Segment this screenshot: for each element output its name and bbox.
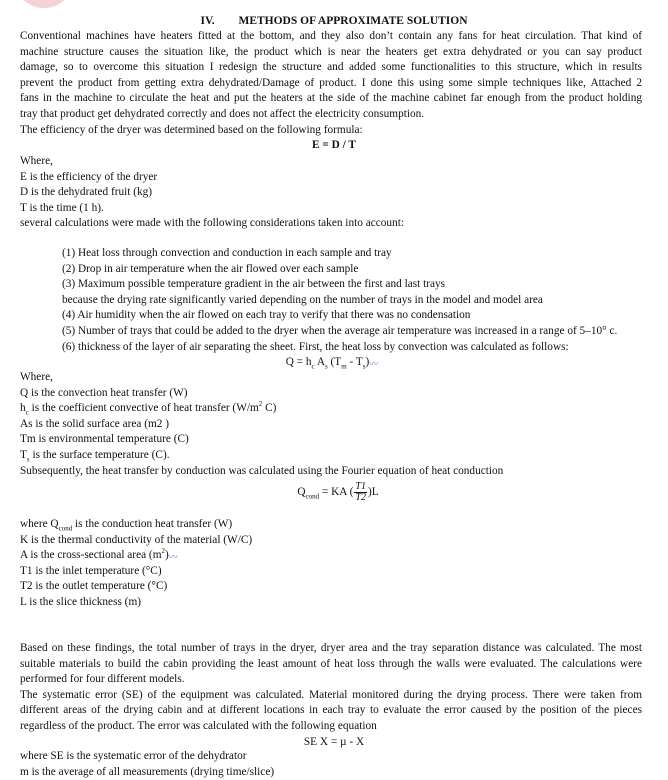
formula-convection: $Q = h_c$ $A_s$ $(T_m - T_s)$〰: [285, 356, 379, 371]
intro-paragraph: [20, 29, 642, 138]
text-line: different areas of the drying cabin and at different locations in each tray to evaluate the error caused by the position of the pieces: [20, 704, 642, 717]
formula-efficiency: E = D / T: [312, 139, 356, 151]
efficiency-variables: [20, 154, 642, 232]
variable-line: where SE is the systematic error of the dehydrator: [20, 750, 247, 762]
findings-paragraph: [20, 641, 642, 735]
spellcheck-squiggle-icon: 〰: [369, 359, 379, 369]
formula-conduction: $Q_{cond}$ = KA ( $\frac{T1}{T2}$ )L: [297, 480, 379, 503]
variable-line: D is the dehydrated fruit (kg): [20, 186, 153, 199]
text-line: fans in the machine to circulate the heat and put the heaters at the side of the machine cabinet far enough from the product holding: [20, 92, 642, 105]
text-line: damage, so to overcome this situation I redesign the structure and added some functionalities to this structure, which in results: [20, 61, 642, 74]
section-number: IV.: [200, 15, 215, 27]
text-line: tray that product get dehydrated correctly and does not affect the electricity consumption.: [20, 107, 425, 120]
list-item: (2) Drop in air temperature when the air flowed over each sample: [62, 262, 359, 275]
conduction-intro: Subsequently, the heat transfer by conduction was calculated using the Fourier equation of heat conduction: [20, 464, 504, 477]
variable-line: E is the efficiency of the dryer: [20, 170, 158, 183]
variable-line: K is the thermal conductivity of the material (W/C): [20, 533, 253, 546]
efficiency-intro: The efficiency of the dryer was determined based on the following formula:: [20, 123, 363, 136]
list-item: (5) Number of trays that could be added to the dryer when the average air temperature was increased in a range of 5–10° c.: [62, 324, 618, 337]
text-line: The systematic error (SE) of the equipment was calculated. Material monitored during the drying process. There were taken from: [20, 688, 642, 701]
journal-logo-fragment: [14, 0, 74, 8]
variable-line: A is the cross-sectional area $(m^2)$〰: [20, 547, 178, 563]
variable-line: T1 is the inlet temperature (°C): [20, 564, 162, 577]
section-title: METHODS OF APPROXIMATE SOLUTION: [238, 15, 468, 27]
list-item: (1) Heat loss through convection and conduction in each sample and tray: [62, 247, 392, 259]
text-line: Based on these findings, the total number of trays in the dryer, dryer area and the tray separation distance was calculated. The most: [20, 642, 642, 654]
variable-line: Q is the convection heat transfer (W): [20, 386, 188, 399]
variable-line: where $Q_{cond}$ is the conduction heat transfer (W): [20, 518, 233, 533]
fraction: $\frac{T1}{T2}$: [355, 480, 366, 503]
where-label: Where,: [20, 371, 53, 383]
variable-line: T2 is the outlet temperature (°C): [20, 580, 168, 593]
list-item: (4) Air humidity when the air flowed on each tray to verify that there was no condensation: [62, 309, 471, 322]
text-line: Conventional machines have heaters fitted at the bottom, and they also don’t contain any fans for heat circulation. That kind of: [20, 30, 642, 42]
variable-line: m is the average of all measurements (drying time/slice): [20, 765, 275, 778]
text-line: performed for four different models.: [20, 673, 185, 686]
text-line: regardless of the product. The error was calculated with the following equation: [20, 719, 377, 732]
formula-se: SE X = µ - X: [303, 736, 365, 748]
spellcheck-squiggle-icon: 〰: [168, 552, 178, 563]
list-item: (6) thickness of the layer of air separating the sheet. First, the heat loss by convection was calculated as follows:: [62, 340, 569, 353]
considerations-list: [62, 246, 662, 355]
variable-line: L is the slice thickness (m): [20, 595, 141, 608]
text-line: prevent the product from getting extra dehydrated/Damage of product. I done this using some simple techniques like, Attached 2: [20, 76, 642, 89]
variable-line: Tm is environmental temperature (C): [20, 433, 189, 446]
text-line: machine structure causes the situation like, the product which is near the heaters get extra dehydrated or you can say product: [20, 45, 642, 58]
calc-intro: several calculations were made with the following considerations taken into account:: [20, 217, 404, 230]
where-label: Where,: [20, 155, 53, 167]
text-line: suitable materials to build the cabin providing the least amount of heat loss through the walls were evaluated. The calculations were: [20, 657, 642, 670]
variable-line: As is the solid surface area (m2 ): [20, 417, 170, 430]
list-item: because the drying rate significantly varied depending on the number of trays in the model and model area: [62, 293, 543, 306]
conduction-variables: [20, 517, 642, 611]
se-variables: [20, 749, 642, 780]
section-heading: [0, 14, 668, 30]
list-item: (3) Maximum possible temperature gradient in the air between the first and last trays: [62, 278, 446, 291]
variable-line: T is the time (1 h).: [20, 201, 104, 214]
variable-line: $T_s$ is the surface temperature (C).: [20, 448, 170, 464]
convection-variables: [20, 370, 642, 479]
variable-line: $h_c$ is the coefficient convective of heat transfer ($W/m^2$ C): [20, 400, 277, 417]
